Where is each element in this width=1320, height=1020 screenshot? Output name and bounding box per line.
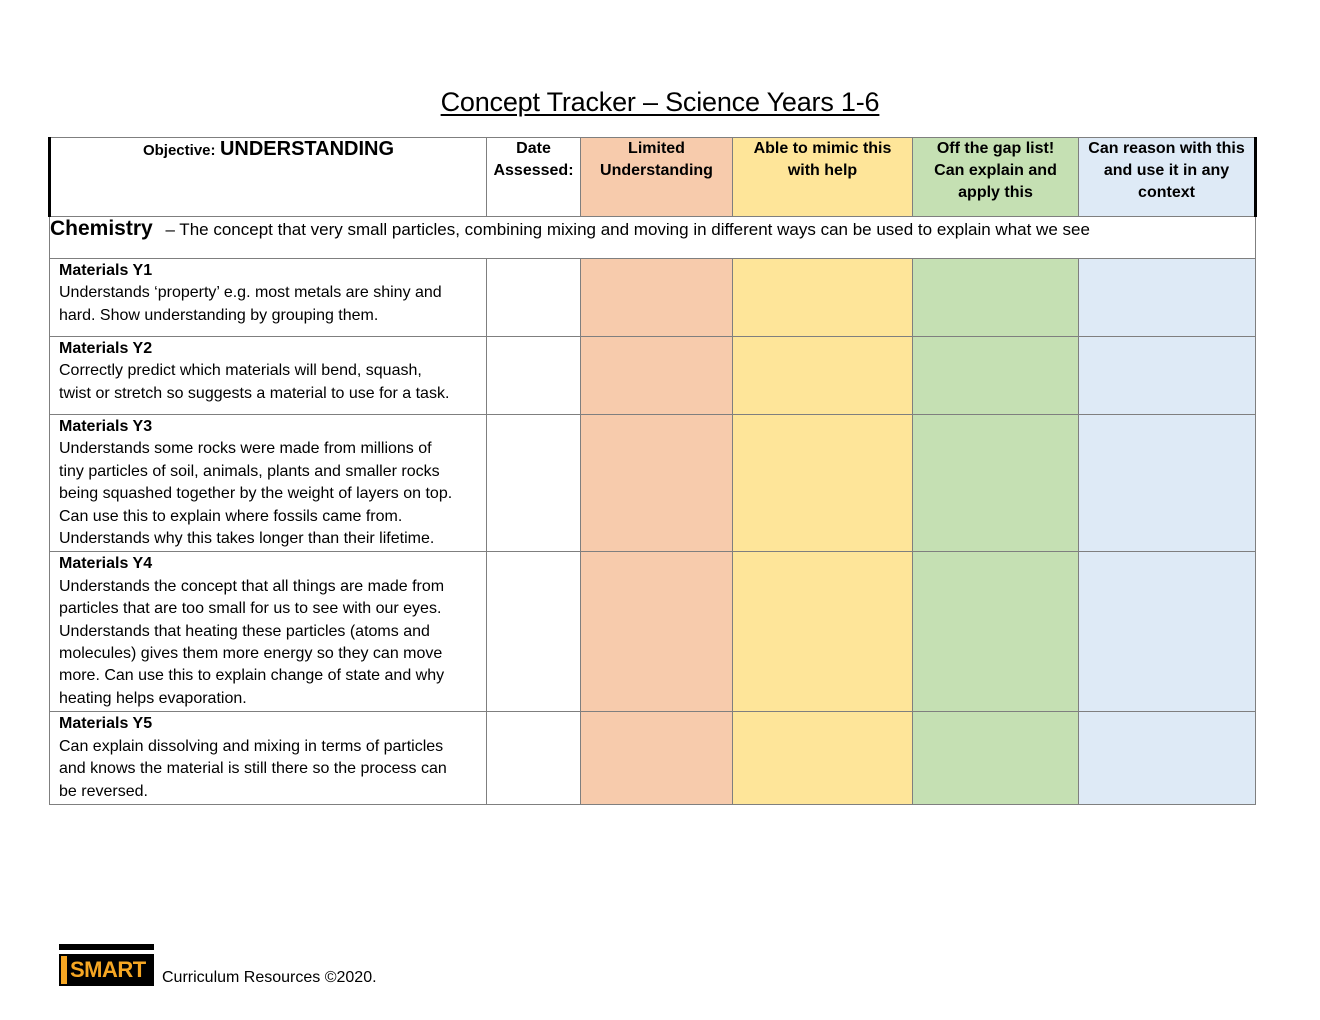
reason-cell[interactable] bbox=[1079, 259, 1256, 337]
limited-header-line: Limited bbox=[628, 140, 685, 157]
objective-line: heating helps evaporation. bbox=[59, 689, 247, 707]
reason-header-line: context bbox=[1138, 184, 1195, 201]
objective-cell bbox=[50, 259, 487, 337]
objective-line: particles that are too small for us to see with our eyes. bbox=[59, 600, 442, 618]
date-cell[interactable] bbox=[487, 552, 581, 712]
objective-line: Correctly predict which materials will bend, squash, bbox=[59, 362, 422, 380]
reason-cell[interactable] bbox=[1079, 337, 1256, 415]
mimic-with-help-header bbox=[733, 138, 913, 217]
mimic-header-line: with help bbox=[787, 162, 858, 179]
limited-header-line: Understanding bbox=[600, 162, 713, 179]
objective-line: Understands some rocks were made from millions of bbox=[59, 440, 432, 458]
date-assessed-header bbox=[487, 138, 581, 217]
date-cell[interactable] bbox=[487, 337, 581, 415]
objective-line: Understands ‘property’ e.g. most metals are shiny and bbox=[59, 284, 442, 302]
objective-cell bbox=[50, 337, 487, 415]
logo-i-mark bbox=[61, 956, 67, 984]
objective-line: Understands why this takes longer than their lifetime. bbox=[59, 530, 435, 548]
reason-cell[interactable] bbox=[1079, 712, 1256, 805]
objective-line: be reversed. bbox=[59, 782, 148, 800]
footer-copyright: Curriculum Resources ©2020. bbox=[162, 969, 377, 986]
limited-cell[interactable] bbox=[581, 337, 733, 415]
limited-cell[interactable] bbox=[581, 552, 733, 712]
objective-line: Can explain dissolving and mixing in terms of particles bbox=[59, 737, 444, 755]
limited-understanding-header bbox=[581, 138, 733, 217]
gap-cell[interactable] bbox=[913, 415, 1079, 552]
objective-header bbox=[50, 138, 487, 217]
table-row bbox=[50, 415, 1256, 552]
mimic-cell[interactable] bbox=[733, 259, 913, 337]
section-cell bbox=[50, 217, 1256, 259]
off-gap-list-header bbox=[913, 138, 1079, 217]
objective-title: Materials Y5 bbox=[59, 715, 153, 733]
objective-cell bbox=[50, 552, 487, 712]
gap-cell[interactable] bbox=[913, 712, 1079, 805]
gap-cell[interactable] bbox=[913, 337, 1079, 415]
mimic-cell[interactable] bbox=[733, 712, 913, 805]
objective-line: twist or stretch so suggests a material to use for a task. bbox=[59, 384, 450, 402]
can-reason-header bbox=[1079, 138, 1256, 217]
section-row bbox=[50, 217, 1256, 259]
objective-line: Understands the concept that all things are made from bbox=[59, 577, 445, 595]
date-header-line: Date bbox=[516, 140, 551, 157]
reason-cell[interactable] bbox=[1079, 552, 1256, 712]
objective-value: UNDERSTANDING bbox=[219, 138, 395, 160]
objective-title: Materials Y1 bbox=[59, 262, 153, 279]
mimic-cell[interactable] bbox=[733, 415, 913, 552]
table-row bbox=[50, 259, 1256, 337]
footer bbox=[59, 944, 377, 986]
objective-line: Understands that heating these particles (atoms and bbox=[59, 622, 430, 640]
table-row bbox=[50, 552, 1256, 712]
date-cell[interactable] bbox=[487, 712, 581, 805]
objective-cell bbox=[50, 415, 487, 552]
reason-cell[interactable] bbox=[1079, 415, 1256, 552]
gap-cell[interactable] bbox=[913, 552, 1079, 712]
logo-top-bar bbox=[59, 944, 154, 950]
objective-line: more. Can use this to explain change of state and why bbox=[59, 667, 445, 685]
ismart-logo bbox=[59, 944, 154, 986]
mimic-cell[interactable] bbox=[733, 337, 913, 415]
page-title: Concept Tracker – Science Years 1-6 bbox=[440, 87, 880, 117]
gap-header-line: Off the gap list! bbox=[936, 140, 1055, 157]
gap-header-line: Can explain and bbox=[934, 162, 1057, 179]
concept-tracker-table bbox=[48, 137, 1257, 805]
mimic-header-line: Able to mimic this bbox=[753, 140, 892, 157]
section-name: Chemistry bbox=[50, 217, 153, 240]
date-cell[interactable] bbox=[487, 259, 581, 337]
mimic-cell[interactable] bbox=[733, 552, 913, 712]
objective-line: hard. Show understanding by grouping them. bbox=[59, 306, 379, 324]
objective-title: Materials Y3 bbox=[59, 418, 153, 435]
reason-header-line: and use it in any bbox=[1103, 162, 1230, 179]
table-row bbox=[50, 712, 1256, 805]
table-header-row bbox=[50, 138, 1256, 217]
objective-line: and knows the material is still there so the process can bbox=[59, 760, 447, 778]
objective-title: Materials Y4 bbox=[59, 555, 153, 573]
objective-cell bbox=[50, 712, 487, 805]
objective-label: Objective: bbox=[142, 142, 216, 159]
limited-cell[interactable] bbox=[581, 415, 733, 552]
limited-cell[interactable] bbox=[581, 712, 733, 805]
date-cell[interactable] bbox=[487, 415, 581, 552]
objective-line: being squashed together by the weight of layers on top. bbox=[59, 485, 453, 503]
gap-cell[interactable] bbox=[913, 259, 1079, 337]
objective-line: tiny particles of soil, animals, plants and smaller rocks bbox=[59, 462, 440, 480]
limited-cell[interactable] bbox=[581, 259, 733, 337]
objective-title: Materials Y2 bbox=[59, 340, 153, 357]
objective-line: Can use this to explain where fossils came from. bbox=[59, 507, 403, 525]
gap-header-line: apply this bbox=[958, 184, 1033, 201]
reason-header-line: Can reason with this bbox=[1088, 140, 1245, 157]
date-header-line: Assessed: bbox=[493, 162, 574, 179]
logo-box bbox=[59, 954, 154, 986]
section-description: – The concept that very small particles, combining mixing and moving in different ways can be used to explain what we see bbox=[165, 220, 1090, 239]
logo-word: SMART bbox=[70, 957, 146, 982]
table-row bbox=[50, 337, 1256, 415]
objective-line: molecules) gives them more energy so they can move bbox=[59, 645, 443, 663]
